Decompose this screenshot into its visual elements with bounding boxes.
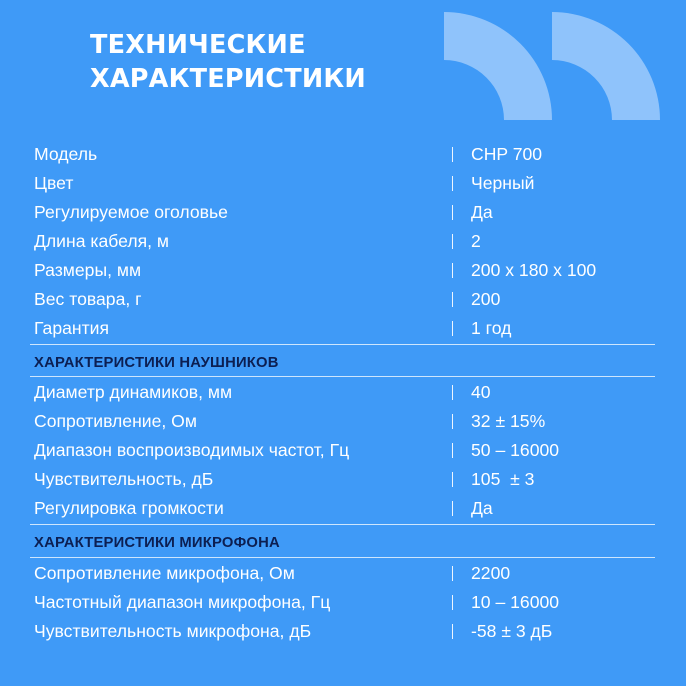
spec-label: Размеры, мм — [34, 260, 142, 280]
page-title-line-2: ХАРАКТЕРИСТИКИ — [90, 64, 366, 94]
column-divider — [452, 263, 453, 278]
spec-value: 200 — [471, 289, 501, 309]
spec-row-model — [0, 140, 686, 169]
spec-value: 50 – 16000 — [471, 440, 560, 460]
column-divider — [452, 385, 453, 400]
spec-value: Да — [471, 202, 493, 222]
spec-label: Регулируемое оголовье — [34, 202, 228, 222]
spec-row-dimensions — [0, 256, 686, 285]
spec-label: Вес товара, г — [34, 289, 142, 309]
spec-value: CHP 700 — [471, 144, 543, 164]
spec-row-frequency-range — [0, 436, 686, 465]
spec-label: Диапазон воспроизводимых частот, Гц — [34, 440, 350, 460]
column-divider — [452, 624, 453, 639]
spec-row-impedance — [0, 407, 686, 436]
spec-value: Да — [471, 498, 493, 518]
spec-label: Сопротивление, Ом — [34, 411, 197, 431]
quote-marks-icon — [444, 12, 660, 120]
spec-row-mic-frequency — [0, 588, 686, 617]
spec-row-mic-impedance — [0, 559, 686, 588]
column-divider — [452, 443, 453, 458]
column-divider — [452, 234, 453, 249]
section-heading-microphone: ХАРАКТЕРИСТИКИ МИКРОФОНА — [34, 535, 280, 551]
section-heading-headphones: ХАРАКТЕРИСТИКИ НАУШНИКОВ — [34, 355, 279, 371]
spec-label: Модель — [34, 144, 98, 164]
column-divider — [452, 292, 453, 307]
spec-row-color — [0, 169, 686, 198]
spec-row-cable-length — [0, 227, 686, 256]
spec-row-headband — [0, 198, 686, 227]
spec-row-mic-sensitivity — [0, 617, 686, 646]
column-divider — [452, 472, 453, 487]
spec-value: 105 ± 3 — [471, 469, 535, 489]
column-divider — [452, 414, 453, 429]
spec-label: Регулировка громкости — [34, 498, 224, 518]
column-divider — [452, 205, 453, 220]
spec-value: 40 — [471, 382, 491, 402]
spec-label: Чувствительность микрофона, дБ — [34, 621, 312, 641]
spec-label: Длина кабеля, м — [34, 231, 170, 251]
column-divider — [452, 566, 453, 581]
section-divider — [30, 344, 655, 345]
column-divider — [452, 321, 453, 336]
spec-label: Сопротивление микрофона, Ом — [34, 563, 295, 583]
spec-label: Диаметр динамиков, мм — [34, 382, 233, 402]
spec-value: -58 ± 3 дБ — [471, 621, 553, 641]
spec-row-driver-diameter — [0, 378, 686, 407]
spec-value: 200 х 180 х 100 — [471, 260, 597, 280]
spec-value: 32 ± 15% — [471, 411, 546, 431]
column-divider — [452, 147, 453, 162]
page-title — [90, 28, 366, 96]
spec-label: Чувствительность, дБ — [34, 469, 214, 489]
spec-label: Цвет — [34, 173, 74, 193]
spec-row-sensitivity — [0, 465, 686, 494]
spec-value: 2 — [471, 231, 481, 251]
column-divider — [452, 595, 453, 610]
spec-label: Частотный диапазон микрофона, Гц — [34, 592, 331, 612]
spec-row-warranty — [0, 314, 686, 343]
spec-value: 10 – 16000 — [471, 592, 560, 612]
spec-value: 1 год — [471, 318, 512, 338]
spec-row-volume-control — [0, 494, 686, 523]
section-divider — [30, 524, 655, 525]
column-divider — [452, 176, 453, 191]
spec-value: 2200 — [471, 563, 511, 583]
section-divider — [30, 557, 655, 558]
section-divider — [30, 376, 655, 377]
spec-row-weight — [0, 285, 686, 314]
spec-value: Черный — [471, 173, 535, 193]
page-title-line-1: ТЕХНИЧЕСКИЕ — [90, 30, 306, 60]
column-divider — [452, 501, 453, 516]
spec-label: Гарантия — [34, 318, 110, 338]
